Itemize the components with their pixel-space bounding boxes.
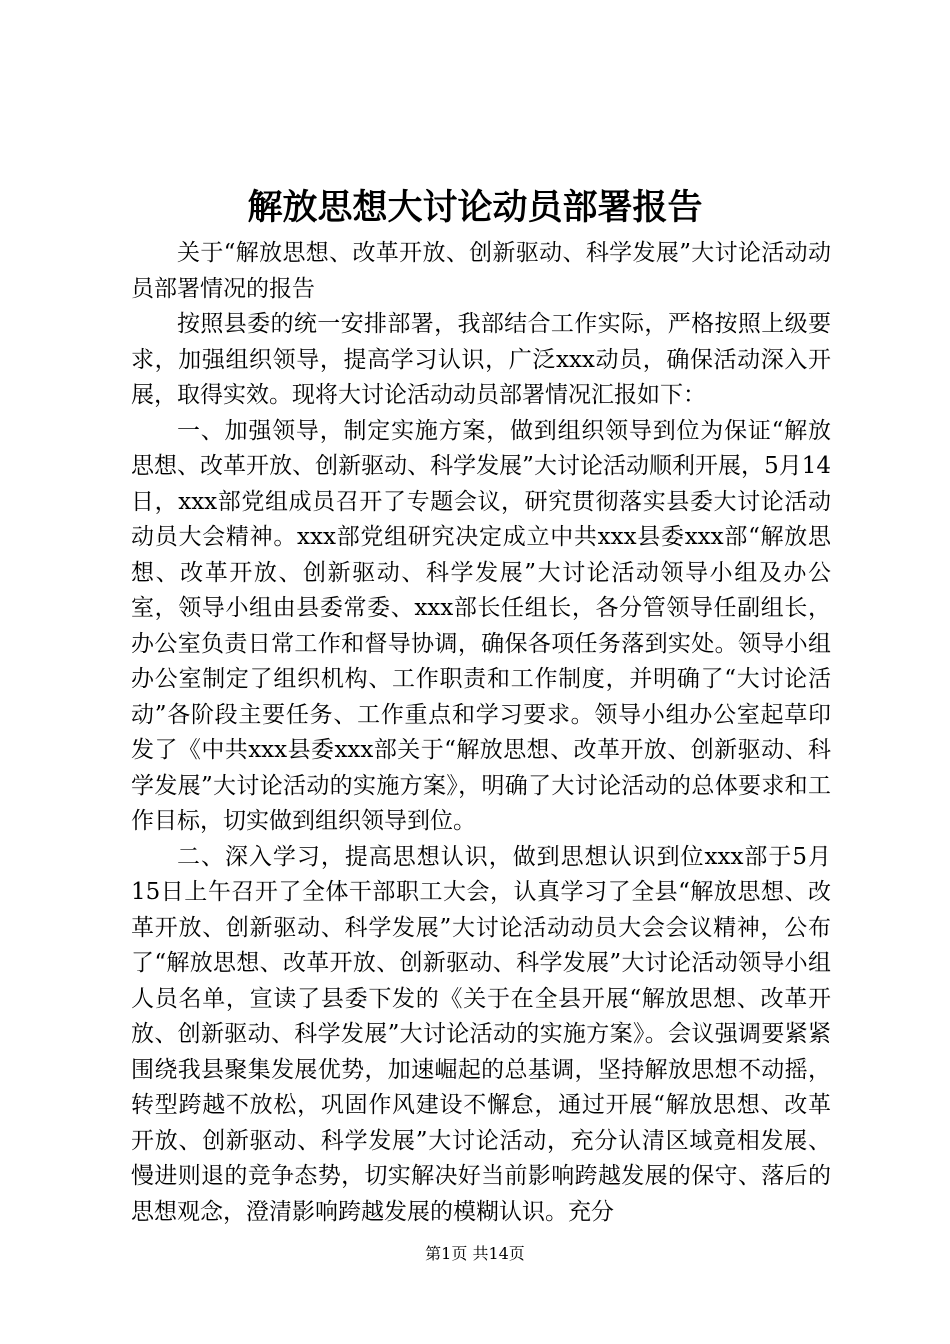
document-title: 解放思想大讨论动员部署报告 bbox=[247, 187, 703, 228]
paragraph-section-one: 一、加强领导，制定实施方案，做到组织领导到位为保证“解放思想、改革开放、创新驱动、科学发展”大讨论活动顺利开展，5月14日，xxx部党组成员召开了专题会议，研究贯彻落实县委大讨论活动动员大会精神。xxx部党组研究决定成立中共xxx县委xxx部“解放思想、改革开放、创新驱动、科学发展”大讨论活动领导小组及办公室，领导小组由县委常委、xxx部长任组长，各分管领导任副组长，办公室负责日常工作和督导协调，确保各项任务落到实处。领导小组办公室制定了组织机构、工作职责和工作制度，并明确了“大讨论活动”各阶段主要任务、工作重点和学习要求。领导小组办公室起草印发了《中共xxx县委xxx部关于“解放思想、改革开放、创新驱动、科学发展”大讨论活动的实施方案》，明确了大讨论活动的总体要求和工作目标，切实做到组织领导到位。 bbox=[131, 417, 831, 834]
paragraph-section-two: 二、深入学习，提高思想认识，做到思想认识到位xxx部于5月15日上午召开了全体干部职工大会，认真学习了全县“解放思想、改革开放、创新驱动、科学发展”大讨论活动动员大会会议精神，公布了“解放思想、改革开放、创新驱动、科学发展”大讨论活动领导小组人员名单，宣读了县委下发的《关于在全县开展“解放思想、改革开放、创新驱动、科学发展”大讨论活动的实施方案》。会议强调要紧紧围绕我县聚集发展优势，加速崛起的总基调，坚持解放思想不动摇，转型跨越不放松，巩固作风建设不懈怠，通过开展“解放思想、改革开放、创新驱动、科学发展”大讨论活动，充分认清区域竟相发展、慢进则退的竞争态势，切实解决好当前影响跨越发展的保守、落后的思想观念，澄清影响跨越发展的模糊认识。充分 bbox=[131, 843, 832, 1225]
paragraph-intro: 按照县委的统一安排部署，我部结合工作实际，严格按照上级要求，加强组织领导，提高学习认识，广泛xxx动员，确保活动深入开展，取得实效。现将大讨论活动动员部署情况汇报如下： bbox=[131, 311, 831, 408]
page-footer: 第1页 共14页 bbox=[425, 1244, 525, 1263]
document-body bbox=[131, 236, 831, 1230]
paragraph-subject: 关于“解放思想、改革开放、创新驱动、科学发展”大讨论活动动员部署情况的报告 bbox=[131, 240, 831, 302]
